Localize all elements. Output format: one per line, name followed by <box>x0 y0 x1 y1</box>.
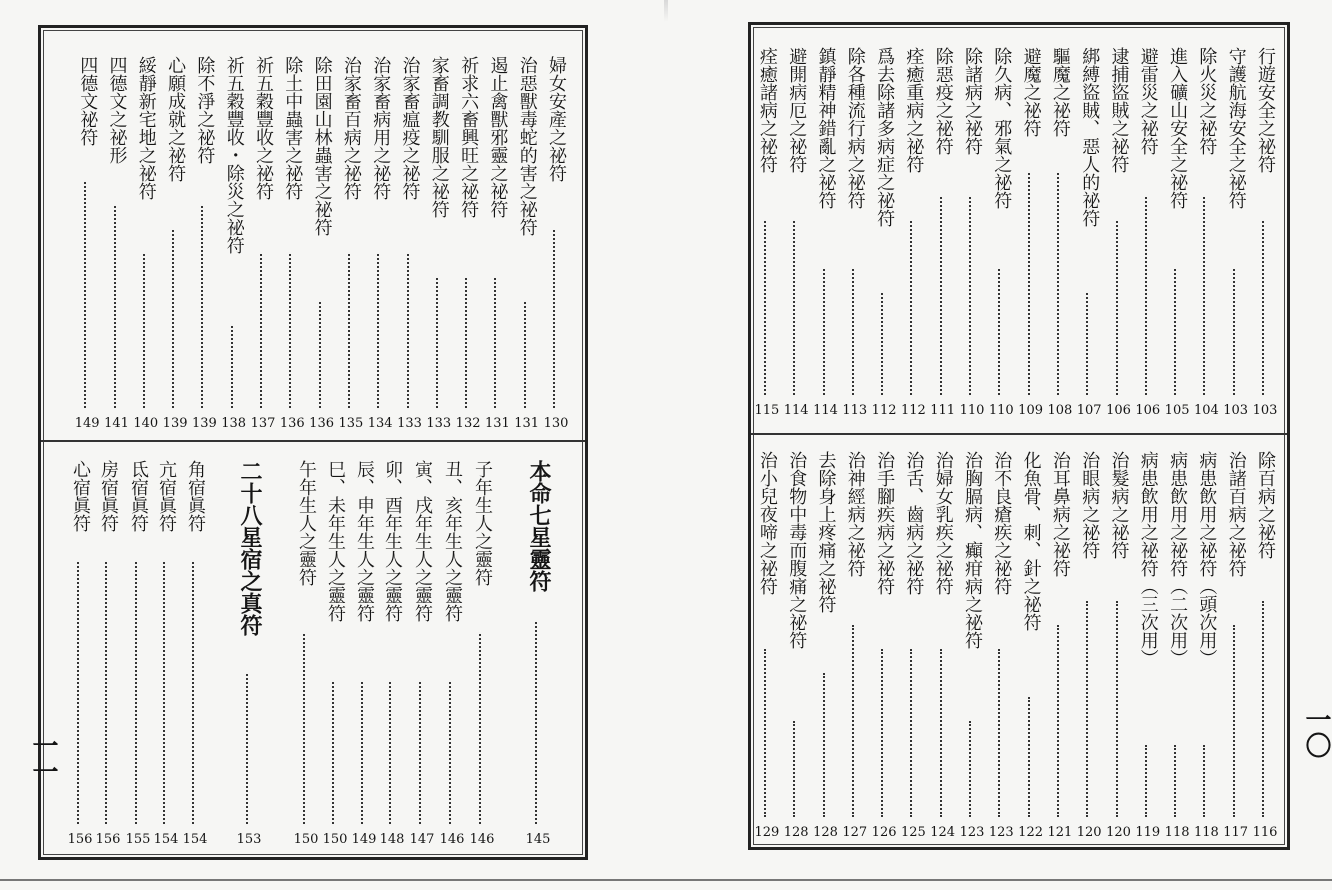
right-page-number: 一〇 <box>1301 706 1331 758</box>
left-page-frame <box>38 25 588 860</box>
toc-entry <box>1224 451 1248 843</box>
toc-entry <box>154 460 178 850</box>
entry-page-number: 118 <box>1164 825 1190 840</box>
entry-title: 逮捕盜賊之祕符 <box>1108 47 1130 173</box>
toc-entry <box>814 47 838 421</box>
entry-title: 治舌、齒病之祕符 <box>903 451 925 595</box>
entry-page-number: 156 <box>67 832 93 847</box>
dot-leader <box>998 269 1000 395</box>
entry-page-number: 132 <box>455 416 481 431</box>
toc-entry <box>163 56 187 434</box>
dot-leader <box>535 622 537 824</box>
entry-page-number: 128 <box>813 825 838 840</box>
entry-page-number: 131 <box>514 416 540 431</box>
entry-page-number: 111 <box>930 403 956 418</box>
toc-entry <box>901 47 925 421</box>
entry-page-number: 150 <box>293 832 319 847</box>
dot-leader <box>289 254 291 408</box>
toc-entry <box>368 56 392 434</box>
entry-page-number: 108 <box>1047 403 1073 418</box>
dot-leader <box>998 649 1000 817</box>
dot-leader <box>449 682 451 824</box>
entry-page-number: 126 <box>871 825 897 840</box>
toc-entry <box>931 47 955 421</box>
dot-leader <box>793 221 795 395</box>
toc-entry <box>755 47 779 421</box>
entry-page-number: 139 <box>162 416 188 431</box>
dot-leader <box>823 673 825 817</box>
toc-entry <box>183 460 207 850</box>
toc-entry <box>843 47 867 421</box>
toc-entry <box>544 56 568 434</box>
entry-title: 驅魔之祕符 <box>1049 47 1071 137</box>
dot-leader <box>1086 293 1088 395</box>
toc-entry <box>784 47 808 421</box>
dot-leader <box>553 230 555 408</box>
left-page-divider <box>41 440 585 442</box>
entry-page-number: 148 <box>379 832 405 847</box>
dot-leader <box>143 254 145 408</box>
left-page <box>22 0 632 880</box>
entry-title: 治眼病之祕符 <box>1079 451 1101 559</box>
entry-title: 心願成就之祕符 <box>165 56 187 182</box>
entry-page-number: 129 <box>754 825 780 840</box>
dot-leader <box>407 254 409 408</box>
entry-page-number: 127 <box>842 825 868 840</box>
entry-page-number: 146 <box>469 832 495 847</box>
entry-page-number: 106 <box>1135 403 1161 418</box>
dot-leader <box>793 721 795 817</box>
entry-page-number: 146 <box>439 832 465 847</box>
entry-page-number: 154 <box>182 832 208 847</box>
entry-title: 綏靜新宅地之祕符 <box>135 56 157 200</box>
entry-page-number: 139 <box>191 416 217 431</box>
dot-leader <box>1262 601 1264 817</box>
entry-title: 治惡獸毒蛇的害之祕符 <box>516 56 538 236</box>
toc-entry <box>1107 451 1131 843</box>
toc-entry <box>222 56 246 434</box>
entry-title: 治婦女乳疾之祕符 <box>932 451 954 595</box>
entry-title: 行遊安全之祕符 <box>1255 47 1276 173</box>
dot-leader <box>881 649 883 817</box>
dot-leader <box>192 562 194 824</box>
toc-entry <box>989 47 1013 421</box>
toc-entry <box>380 460 404 850</box>
dot-leader <box>135 562 137 824</box>
entry-page-number: 133 <box>397 416 422 431</box>
right-page <box>700 0 1332 880</box>
dot-leader <box>77 562 79 824</box>
dot-leader <box>361 682 363 824</box>
entry-page-number: 122 <box>1018 825 1043 840</box>
entry-title: 子年生人之靈符 <box>472 460 493 586</box>
entry-page-number: 136 <box>279 416 305 431</box>
entry-title: 午年生人之靈符 <box>296 460 317 586</box>
entry-title: 痊癒重病之祕符 <box>903 47 925 173</box>
entry-page-number: 136 <box>309 416 334 431</box>
left-page-number: 一一 <box>28 732 58 784</box>
entry-title: 治不良瘡疾之祕符 <box>991 451 1013 595</box>
entry-title: 氐宿眞符 <box>128 460 149 532</box>
dot-leader <box>852 269 854 395</box>
toc-entry <box>485 56 509 434</box>
dot-leader <box>910 221 912 395</box>
toc-entry <box>960 451 984 843</box>
dot-leader <box>348 254 350 408</box>
toc-entry <box>456 56 480 434</box>
dot-leader <box>1203 197 1205 395</box>
entry-page-number: 140 <box>133 416 159 431</box>
dot-leader <box>332 682 334 824</box>
dot-leader <box>969 721 971 817</box>
toc-entry <box>1077 47 1101 421</box>
toc-entry <box>1136 451 1160 843</box>
toc-entry <box>1077 451 1101 843</box>
dot-leader <box>1145 197 1147 395</box>
entry-title: 去除身上疼痛之祕符 <box>815 451 837 613</box>
toc-entry <box>515 56 539 434</box>
entry-page-number: 137 <box>250 416 276 431</box>
right-page-frame <box>748 22 1290 850</box>
entry-title: 心宿眞符 <box>70 460 91 532</box>
toc-entry <box>251 56 275 434</box>
entry-title: 治家畜瘟疫之祕符 <box>399 56 421 200</box>
entry-page-number: 103 <box>1223 403 1249 418</box>
entry-page-number: 131 <box>484 416 510 431</box>
dot-leader <box>940 197 942 395</box>
entry-title: 治神經病之祕符 <box>844 451 866 577</box>
entry-page-number: 155 <box>125 832 151 847</box>
entry-title: 除諸病之祕符 <box>962 47 983 155</box>
entry-page-number: 135 <box>338 416 364 431</box>
dot-leader <box>114 206 116 408</box>
section-heading: 二十八星宿之真符 <box>237 460 263 636</box>
entry-page-number: 130 <box>543 416 569 431</box>
entry-title: 病患飲用之祕符（三次用） <box>1137 451 1159 667</box>
entry-title: 寅、戌年生人之靈符 <box>412 460 433 622</box>
dot-leader <box>969 197 971 395</box>
toc-entry <box>410 460 434 850</box>
toc-entry <box>294 460 318 850</box>
toc-entry <box>1165 451 1189 843</box>
toc-entry <box>784 451 808 843</box>
entry-title: 爲去除諸多病症之祕符 <box>874 47 896 227</box>
entry-title: 家畜調教馴服之祕符 <box>428 56 450 218</box>
toc-entry <box>843 451 867 843</box>
entry-title: 卯、酉年生人之靈符 <box>382 460 403 622</box>
toc-entry <box>280 56 304 434</box>
entry-title: 鎮靜精神錯亂之祕符 <box>815 47 837 209</box>
entry-title: 治家畜百病之祕符 <box>340 56 362 200</box>
entry-page-number: 110 <box>988 403 1014 418</box>
entry-page-number: 116 <box>1252 825 1278 840</box>
toc-entry <box>814 451 838 843</box>
page-bottom-edge <box>0 879 1332 881</box>
toc-entry <box>1194 451 1218 843</box>
entry-page-number: 112 <box>900 403 926 418</box>
dot-leader <box>1203 745 1205 817</box>
entry-page-number: 149 <box>74 416 100 431</box>
dot-leader <box>1233 625 1235 817</box>
dot-leader <box>1233 269 1235 395</box>
toc-entry <box>96 460 120 850</box>
entry-page-number: 110 <box>959 403 985 418</box>
entry-title: 治諸百病之祕符 <box>1225 451 1247 577</box>
dot-leader <box>1145 745 1147 817</box>
section-heading-entry <box>237 460 261 850</box>
dot-leader <box>389 682 391 824</box>
dot-leader <box>852 625 854 817</box>
entry-page-number: 107 <box>1076 403 1102 418</box>
entry-page-number: 117 <box>1223 825 1249 840</box>
entry-title: 祈求六畜興旺之祕符 <box>458 56 480 218</box>
toc-entry <box>1048 451 1072 843</box>
entry-page-number: 112 <box>871 403 897 418</box>
entry-title: 遏止禽獸邪靈之祕符 <box>487 56 509 218</box>
toc-entry <box>440 460 464 850</box>
dot-leader <box>163 562 165 824</box>
entry-title: 綁縛盜賊、惡人的祕符 <box>1079 47 1101 227</box>
entry-title: 避開病厄之祕符 <box>786 47 808 173</box>
entry-page-number: 123 <box>988 825 1014 840</box>
section-heading: 本命七星靈符 <box>526 460 552 592</box>
entry-page-number: 123 <box>959 825 985 840</box>
entry-page-number: 118 <box>1193 825 1219 840</box>
entry-page-number: 103 <box>1252 403 1278 418</box>
dot-leader <box>1174 269 1176 395</box>
entry-title: 治手腳疾病之祕符 <box>874 451 896 595</box>
dot-leader <box>1028 173 1030 395</box>
entry-page-number: 115 <box>754 403 780 418</box>
entry-title: 避魔之祕符 <box>1020 47 1042 137</box>
dot-leader <box>84 182 86 408</box>
entry-page-number: 121 <box>1047 825 1073 840</box>
dot-leader <box>172 230 174 408</box>
book-gutter <box>664 0 668 22</box>
entry-title: 除火災之祕符 <box>1196 47 1218 155</box>
entry-page-number: 120 <box>1076 825 1102 840</box>
toc-entry <box>126 460 150 850</box>
toc-entry <box>427 56 451 434</box>
entry-page-number: 150 <box>322 832 348 847</box>
dot-leader <box>494 278 496 408</box>
toc-entry <box>1194 47 1218 421</box>
entry-page-number: 106 <box>1106 403 1131 418</box>
dot-leader <box>419 682 421 824</box>
toc-entry <box>1019 451 1043 843</box>
entry-page-number: 120 <box>1106 825 1131 840</box>
toc-entry <box>1107 47 1131 421</box>
entry-title: 角宿眞符 <box>185 460 206 532</box>
dot-leader <box>319 302 321 408</box>
entry-page-number: 154 <box>153 832 179 847</box>
entry-title: 祈五穀豐收之祕符 <box>253 56 274 200</box>
entry-title: 治食物中毒而腹痛之祕符 <box>786 451 808 649</box>
entry-page-number: 113 <box>842 403 868 418</box>
toc-entry <box>398 56 422 434</box>
entry-page-number: 134 <box>367 416 393 431</box>
entry-title: 除久病、邪氣之祕符 <box>991 47 1013 209</box>
dot-leader <box>524 302 526 408</box>
dot-leader <box>940 649 942 817</box>
entry-title: 治家畜病用之祕符 <box>370 56 392 200</box>
dot-leader <box>764 649 766 817</box>
entry-page-number: 133 <box>426 416 452 431</box>
dot-leader <box>377 254 379 408</box>
entry-title: 巳、未年生人之靈符 <box>325 460 346 622</box>
entry-title: 婦女安產之祕符 <box>546 56 567 182</box>
entry-page-number: 105 <box>1164 403 1190 418</box>
dot-leader <box>1262 221 1264 395</box>
toc-entry <box>310 56 334 434</box>
dot-leader <box>764 221 766 395</box>
entry-page-number: 141 <box>104 416 129 431</box>
entry-page-number: 149 <box>351 832 377 847</box>
entry-title: 治耳鼻病之祕符 <box>1049 451 1071 577</box>
dot-leader <box>246 674 248 824</box>
dot-leader <box>881 293 883 395</box>
toc-entry <box>1048 47 1072 421</box>
toc-entry <box>931 451 955 843</box>
toc-entry <box>1165 47 1189 421</box>
toc-entry <box>1019 47 1043 421</box>
dot-leader <box>1057 625 1059 817</box>
toc-entry <box>872 451 896 843</box>
entry-title: 守護航海安全之祕符 <box>1225 47 1247 209</box>
entry-title: 治小兒夜啼之祕符 <box>756 451 778 595</box>
toc-entry <box>755 451 779 843</box>
dot-leader <box>1174 745 1176 817</box>
toc-entry <box>323 460 347 850</box>
toc-entry <box>105 56 129 434</box>
entry-title: 除各種流行病之祕符 <box>844 47 866 209</box>
toc-entry <box>1253 47 1277 421</box>
toc-entry <box>75 56 99 434</box>
toc-entry <box>989 451 1013 843</box>
entry-title: 進入礦山安全之祕符 <box>1167 47 1189 209</box>
toc-entry <box>192 56 216 434</box>
toc-entry <box>68 460 92 850</box>
toc-entry <box>339 56 363 434</box>
dot-leader <box>1086 601 1088 817</box>
entry-page-number: 104 <box>1193 403 1219 418</box>
toc-entry <box>1253 451 1277 843</box>
entry-page-number: 147 <box>409 832 435 847</box>
toc-entry <box>352 460 376 850</box>
entry-title: 房宿眞符 <box>98 460 119 532</box>
entry-title: 除惡疫之祕符 <box>932 47 954 155</box>
entry-title: 四德文祕符 <box>77 56 99 146</box>
dot-leader <box>1116 221 1118 395</box>
dot-leader <box>201 206 203 408</box>
toc-entry <box>470 460 494 850</box>
entry-page-number: 153 <box>236 832 262 847</box>
entry-page-number: 124 <box>930 825 956 840</box>
entry-page-number: 109 <box>1018 403 1043 418</box>
right-page-divider <box>751 433 1287 435</box>
entry-title: 祈五穀豐收・除災之祕符 <box>223 56 245 254</box>
entry-page-number: 138 <box>221 416 247 431</box>
entry-title: 除百病之祕符 <box>1255 451 1276 559</box>
dot-leader <box>436 278 438 408</box>
entry-page-number: 125 <box>900 825 926 840</box>
dot-leader <box>910 649 912 817</box>
entry-page-number: 114 <box>813 403 838 418</box>
section-heading-entry <box>526 460 550 850</box>
toc-entry <box>960 47 984 421</box>
dot-leader <box>1028 697 1030 817</box>
dot-leader <box>260 254 262 408</box>
entry-title: 避雷災之祕符 <box>1137 47 1159 155</box>
entry-title: 丑、亥年生人之靈符 <box>442 460 463 622</box>
entry-title: 治胸膈病、癲疳病之祕符 <box>962 451 983 649</box>
entry-title: 除田園山林蟲害之祕符 <box>311 56 333 236</box>
entry-title: 治髮病之祕符 <box>1108 451 1130 559</box>
entry-title: 除土中蟲害之祕符 <box>282 56 304 200</box>
entry-page-number: 128 <box>783 825 809 840</box>
toc-entry <box>901 451 925 843</box>
dot-leader <box>105 562 107 824</box>
entry-title: 四德文之祕形 <box>106 56 128 164</box>
toc-entry <box>872 47 896 421</box>
entry-page-number: 119 <box>1135 825 1161 840</box>
dot-leader <box>823 269 825 395</box>
entry-title: 亢宿眞符 <box>156 460 177 532</box>
entry-page-number: 114 <box>783 403 809 418</box>
entry-title: 辰、申年生人之靈符 <box>354 460 375 622</box>
toc-entry <box>1136 47 1160 421</box>
toc-entry <box>134 56 158 434</box>
entry-title: 除不淨之祕符 <box>194 56 216 164</box>
dot-leader <box>1057 173 1059 395</box>
entry-page-number: 156 <box>95 832 121 847</box>
toc-entry <box>1224 47 1248 421</box>
entry-title: 病患飲用之祕符（二次用） <box>1167 451 1189 667</box>
dot-leader <box>479 634 481 824</box>
entry-title: 病患飲用之祕符（頭次用） <box>1196 451 1218 667</box>
dot-leader <box>303 634 305 824</box>
entry-page-number: 145 <box>525 832 551 847</box>
entry-title: 化魚骨、刺、針之祕符 <box>1020 451 1042 631</box>
dot-leader <box>465 278 467 408</box>
dot-leader <box>1116 601 1118 817</box>
entry-title: 痊癒諸病之祕符 <box>756 47 778 173</box>
dot-leader <box>231 326 233 408</box>
